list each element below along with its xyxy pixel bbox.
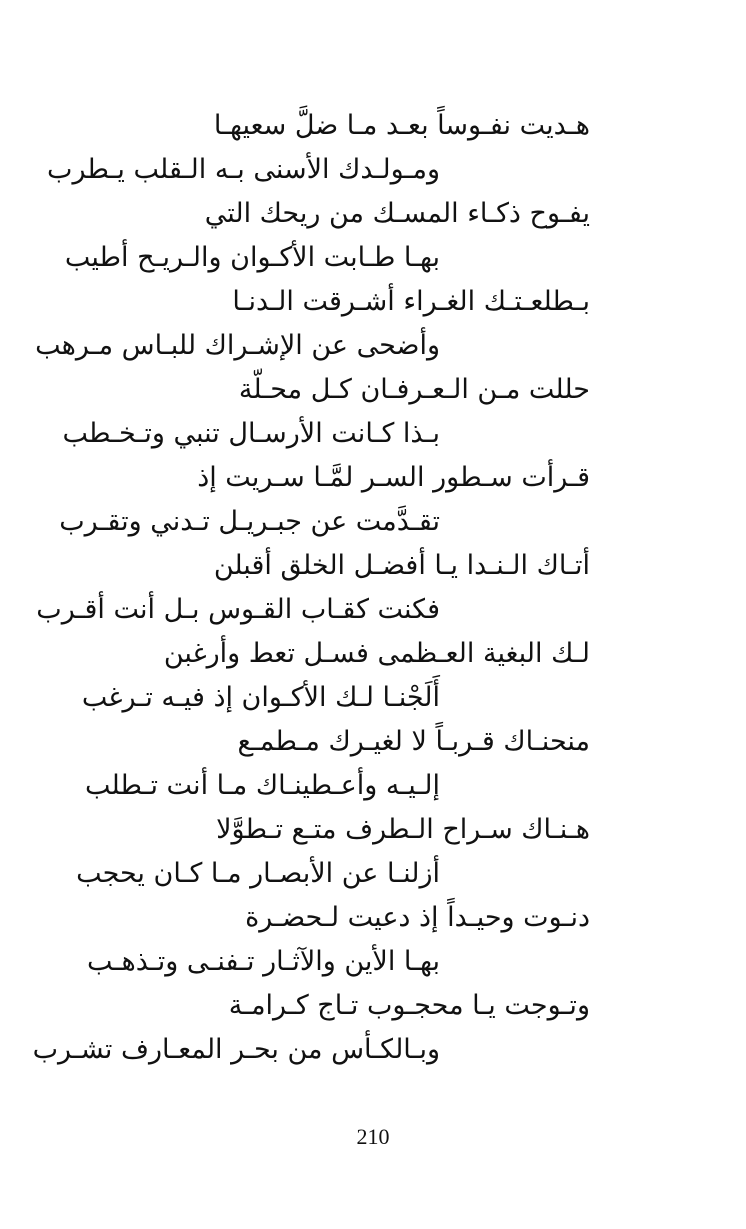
poem-line-22: وبـالكـأس من بحـر المعـارف تشـرب — [32, 1034, 440, 1065]
poem-line-15: منحنـاك قـربـاً لا لغيـرك مـطمـع — [237, 726, 590, 757]
poem-line-12: فكنت كقـاب القـوس بـل أنت أقـرب — [36, 594, 440, 625]
poem-line-14: أَلَجْنـا لـك الأكـوان إذ فيـه تـرغب — [81, 682, 440, 713]
poem-line-13: لـك البغية العـظمى فسـل تعط وأرغبن — [163, 638, 590, 669]
poem-line-8: بـذا كـانت الأرسـال تنبي وتـخـطب — [62, 418, 440, 449]
poem-line-9: قـرأت سـطور السـر لمَّـا سـريت إذ — [197, 462, 590, 493]
poem-line-17: هـنـاك سـراح الـطرف متـع تـطوَّلا — [216, 814, 590, 845]
poem-line-18: أزلنـا عن الأبصـار مـا كـان يحجب — [76, 858, 440, 889]
poem-line-19: دنـوت وحيـداً إذ دعيت لـحضـرة — [245, 902, 590, 933]
poem-line-21: وتـوجت يـا محجـوب تـاج كـرامـة — [228, 990, 590, 1021]
poem-line-10: تقـدَّمت عن جبـريـل تـدني وتقـرب — [59, 506, 440, 537]
poem-line-5: بـطلعـتـك الغـراء أشـرقت الـدنـا — [232, 286, 590, 317]
poem-line-6: وأضحى عن الإشـراك للبـاس مـرهب — [35, 330, 440, 361]
poem-line-3: يفـوح ذكـاء المسـك من ريحك التي — [204, 198, 590, 229]
poem-line-2: ومـولـدك الأسنى بـه الـقلب يـطرب — [47, 154, 440, 185]
poem-line-7: حللت مـن الـعـرفـان كـل محـلّة — [238, 374, 590, 405]
poem-line-16: إلـيـه وأعـطينـاك مـا أنت تـطلب — [84, 770, 440, 801]
poem-line-11: أتـاك الـنـدا يـا أفضـل الخلق أقبلن — [213, 550, 590, 581]
poem-line-1: هـديت نفـوساً بعـد مـا ضلَّ سعيهـا — [213, 110, 590, 141]
page-number: 210 — [356, 1124, 390, 1149]
poem-line-4: بهـا طـابت الأكـوان والـريـح أطيب — [64, 242, 440, 273]
poem-line-20: بهـا الأين والآثـار تـفنـى وتـذهـب — [87, 946, 440, 977]
